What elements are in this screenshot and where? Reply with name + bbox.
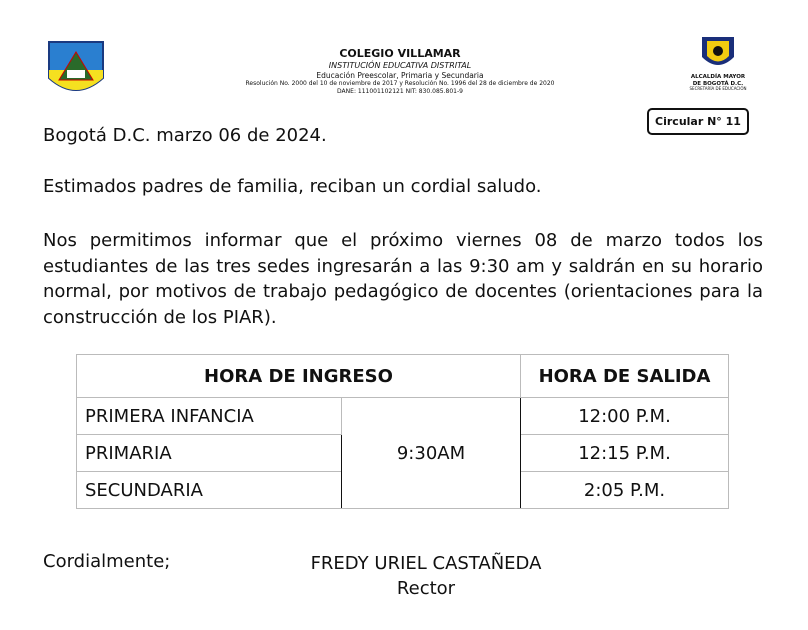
bogota-logo-text [683, 74, 753, 92]
header-entry: HORA DE INGRESO [77, 355, 521, 398]
signer-title: Rector [396, 578, 456, 599]
exit-time-cell: 2:05 P.M. [521, 472, 729, 509]
school-name: COLEGIO VILLAMAR [339, 47, 461, 60]
bogota-coat-of-arms-logo [700, 35, 736, 71]
table-header-row [77, 355, 729, 398]
date-line: Bogotá D.C. marzo 06 de 2024. [43, 125, 327, 146]
body-paragraph: Nos permitimos informar que el próximo viernes 08 de marzo todos los estudiantes de las tres sedes ingresarán a las 9:30 am y saldrán en su horario normal, por motivos de trabajo pedagógico de docentes (orientaciones para la construcción de los PIAR). [43, 230, 763, 328]
greeting: Estimados padres de familia, reciban un cordial saludo. [43, 176, 542, 197]
resolution-text: Resolución No. 2000 del 10 de noviembre de 2017 y Resolución No. 1996 del 28 de diciembre de 2020 [245, 80, 555, 88]
education-levels: Educación Preescolar, Primaria y Secundaria [316, 70, 484, 80]
institution-type: INSTITUCIÓN EDUCATIVA DISTRITAL [328, 60, 472, 70]
logo-text-line: DE BOGOTÁ D.C. [692, 80, 744, 87]
entry-time-cell: 9:30AM [342, 398, 521, 509]
table-row [77, 398, 729, 435]
header-exit: HORA DE SALIDA [521, 355, 729, 398]
level-cell: PRIMERA INFANCIA [77, 398, 342, 435]
signer-name: FREDY URIEL CASTAÑEDA [310, 553, 542, 574]
signature-block [290, 551, 562, 601]
logo-text-line: SECRETARÍA DE EDUCACIÓN [689, 86, 747, 92]
school-shield-logo [47, 40, 105, 100]
level-cell: PRIMARIA [77, 435, 342, 472]
closing: Cordialmente; [43, 551, 171, 572]
exit-time-cell: 12:00 P.M. [521, 398, 729, 435]
circular-number-badge: Circular N° 11 [647, 108, 749, 135]
letterhead [200, 47, 600, 95]
level-cell: SECUNDARIA [77, 472, 342, 509]
dane-nit: DANE: 111001102121 NIT: 830.085.801-9 [337, 87, 463, 95]
exit-time-cell: 12:15 P.M. [521, 435, 729, 472]
schedule-table [76, 354, 729, 509]
logo-text-line: ALCALDÍA MAYOR [690, 74, 746, 80]
